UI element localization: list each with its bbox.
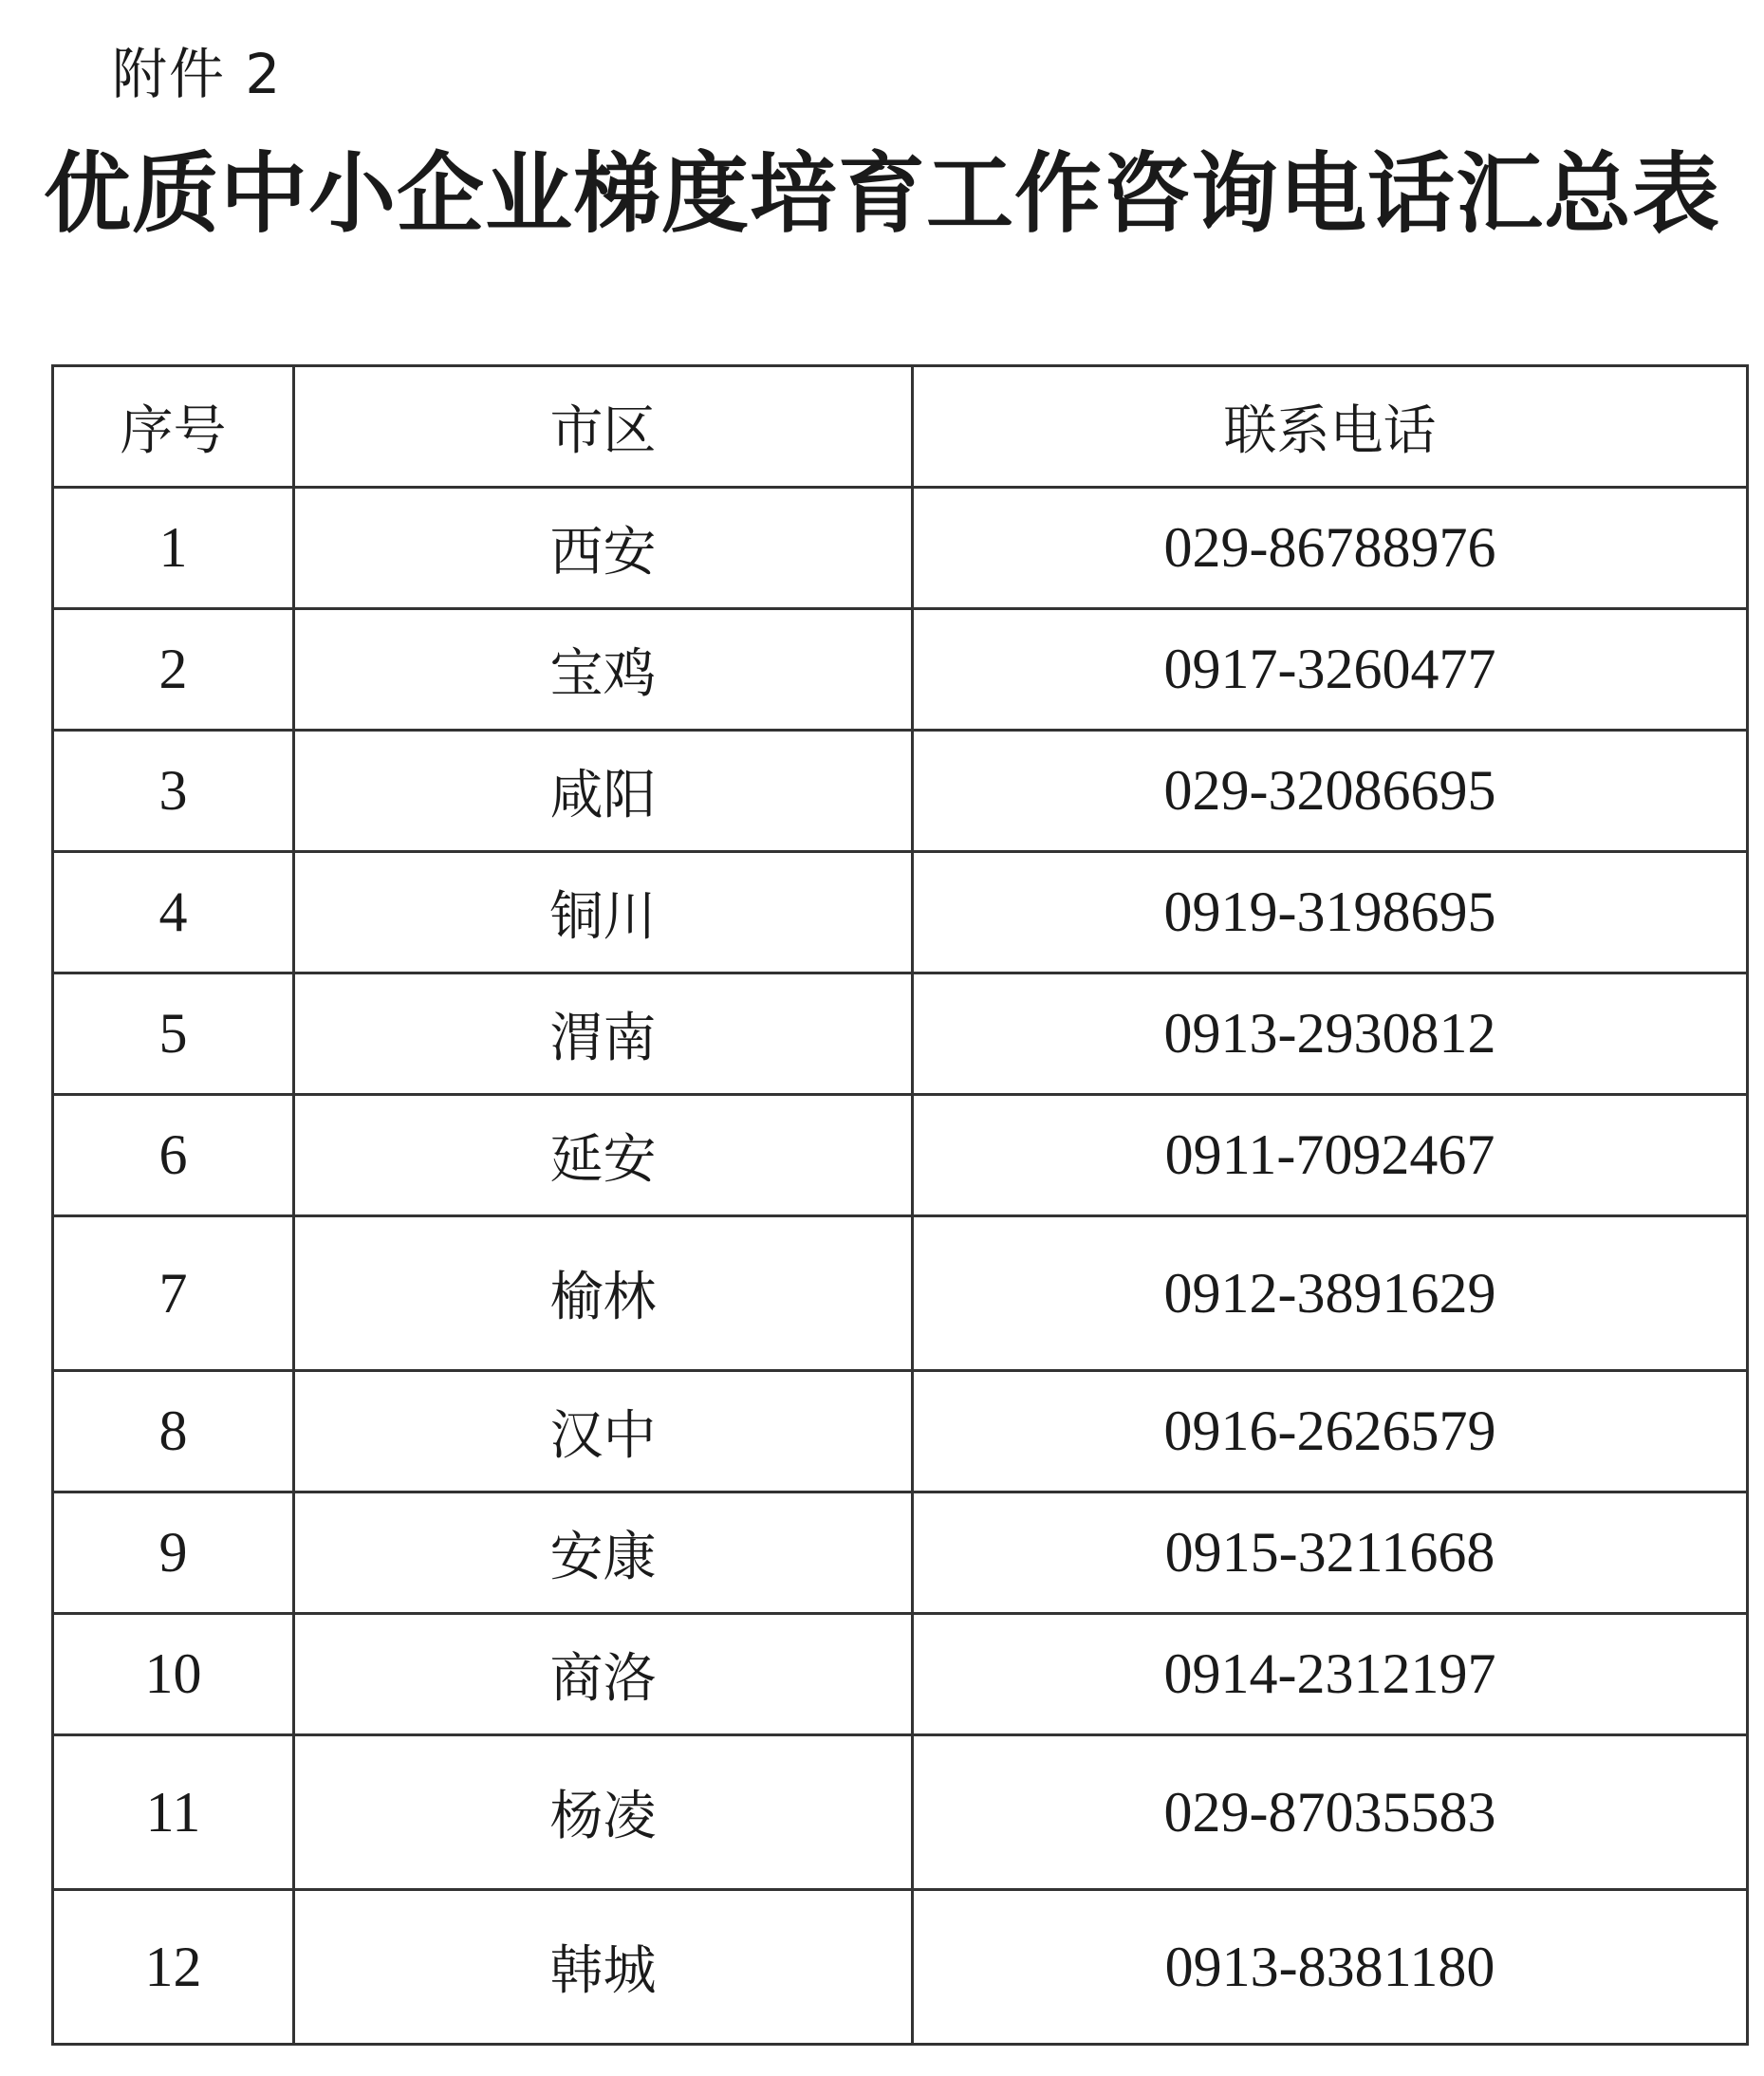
attachment-label: 附件 2 — [112, 42, 283, 106]
phone-cell: 029-86788976 — [913, 488, 1748, 609]
seq-cell: 10 — [53, 1614, 294, 1735]
phone-cell: 0913-8381180 — [913, 1890, 1748, 2045]
table-row — [53, 1492, 1748, 1614]
header-city: 市区 — [294, 366, 913, 488]
seq-cell: 12 — [53, 1890, 294, 2045]
seq-cell: 2 — [53, 609, 294, 731]
phone-cell: 0919-3198695 — [913, 852, 1748, 973]
city-cell: 铜川 — [294, 852, 913, 973]
table-row — [53, 973, 1748, 1095]
seq-cell: 4 — [53, 852, 294, 973]
phone-cell: 0916-2626579 — [913, 1371, 1748, 1492]
table-row — [53, 1614, 1748, 1735]
seq-cell: 8 — [53, 1371, 294, 1492]
city-cell: 延安 — [294, 1095, 913, 1216]
table-row — [53, 1371, 1748, 1492]
seq-cell: 6 — [53, 1095, 294, 1216]
phone-cell: 0913-2930812 — [913, 973, 1748, 1095]
seq-cell: 9 — [53, 1492, 294, 1614]
city-cell: 韩城 — [294, 1890, 913, 2045]
city-cell: 渭南 — [294, 973, 913, 1095]
phone-cell: 0915-3211668 — [913, 1492, 1748, 1614]
table-row — [53, 609, 1748, 731]
seq-cell: 7 — [53, 1216, 294, 1371]
table-row — [53, 1095, 1748, 1216]
seq-cell: 5 — [53, 973, 294, 1095]
phone-cell: 0917-3260477 — [913, 609, 1748, 731]
city-cell: 商洛 — [294, 1614, 913, 1735]
table-row — [53, 488, 1748, 609]
phone-cell: 0912-3891629 — [913, 1216, 1748, 1371]
contact-phone-table — [51, 364, 1749, 2046]
table-row — [53, 1890, 1748, 2045]
page-title: 优质中小企业梯度培育工作咨询电话汇总表 — [43, 143, 1720, 245]
table-header-row — [53, 366, 1748, 488]
table-row — [53, 1735, 1748, 1890]
phone-cell: 029-32086695 — [913, 731, 1748, 852]
table-row — [53, 852, 1748, 973]
city-cell: 安康 — [294, 1492, 913, 1614]
table-row — [53, 1216, 1748, 1371]
header-phone: 联系电话 — [913, 366, 1748, 488]
table-row — [53, 731, 1748, 852]
city-cell: 榆林 — [294, 1216, 913, 1371]
phone-cell: 0914-2312197 — [913, 1614, 1748, 1735]
city-cell: 汉中 — [294, 1371, 913, 1492]
seq-cell: 1 — [53, 488, 294, 609]
city-cell: 西安 — [294, 488, 913, 609]
header-seq: 序号 — [53, 366, 294, 488]
city-cell: 杨凌 — [294, 1735, 913, 1890]
phone-cell: 029-87035583 — [913, 1735, 1748, 1890]
seq-cell: 3 — [53, 731, 294, 852]
city-cell: 咸阳 — [294, 731, 913, 852]
seq-cell: 11 — [53, 1735, 294, 1890]
city-cell: 宝鸡 — [294, 609, 913, 731]
phone-cell: 0911-7092467 — [913, 1095, 1748, 1216]
